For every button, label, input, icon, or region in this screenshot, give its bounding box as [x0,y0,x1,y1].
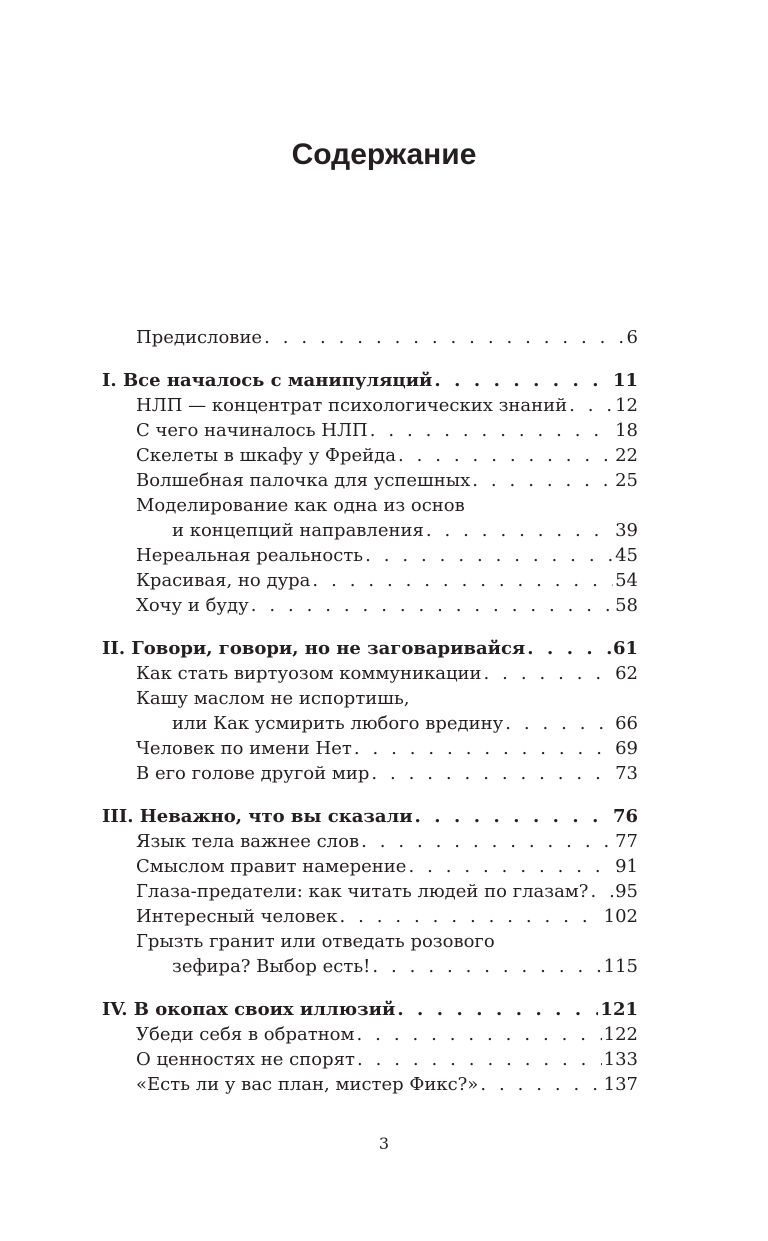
toc-entry [102,1022,638,1047]
entry-page-number: 76 [612,806,638,827]
toc-entry [102,761,638,786]
entry-page-number: 69 [615,738,638,759]
dot-leader [480,1072,601,1097]
toc-section [102,368,638,618]
entry-title: С чего начиналось НЛП [136,420,368,441]
entry-title: IV. В окопах своих иллюзий [102,999,396,1020]
entry-title: НЛП — концентрат психологических знаний [136,395,568,416]
entry-page-number: 22 [615,445,638,466]
toc-entry [102,829,638,854]
toc-entry [102,929,638,954]
entry-page-number: 121 [600,999,638,1020]
entry-title: Предисловие [136,327,263,348]
entry-title: II. Говори, говори, но не заговаривайся [102,638,526,659]
toc-section [102,325,638,350]
toc-entry [102,1072,638,1097]
entry-title: зефира? Выбор есть! [172,956,371,977]
toc-entry [102,661,638,686]
table-of-contents [102,325,638,1115]
entry-page-number: 58 [615,595,638,616]
dot-leader [312,568,613,593]
entry-title: Кашу маслом не испортишь, [136,688,410,709]
dot-leader [397,997,598,1022]
toc-entry [102,443,638,468]
entry-title: Интересный человек [136,906,338,927]
entry-title: Нереальная реальность [136,545,364,566]
entry-title: Хочу и буду [136,595,249,616]
dot-leader [371,761,613,786]
dot-leader [527,636,611,661]
entry-page-number: 6 [626,327,638,348]
entry-page-number: 115 [603,956,638,977]
entry-title: или Как усмирить любого вредину [172,713,504,734]
toc-chapter-entry [102,368,638,393]
toc-entry [102,593,638,618]
toc-entry [102,418,638,443]
entry-title: Как стать виртуозом коммуникации [136,663,482,684]
entry-title: Красивая, но дура [136,570,311,591]
entry-title: Грызть гранит или отведать розового [136,931,495,952]
entry-page-number: 18 [615,420,638,441]
dot-leader [590,879,613,904]
toc-section [102,997,638,1097]
toc-entry [102,879,638,904]
toc-entry [102,518,638,543]
dot-leader [361,829,613,854]
toc-chapter-entry [102,636,638,661]
page-number: 3 [378,1134,390,1153]
dot-leader [569,393,613,418]
entry-page-number: 77 [615,831,638,852]
entry-page-number: 54 [615,570,638,591]
toc-entry [102,393,638,418]
entry-title: III. Неважно, что вы сказали [102,806,413,827]
entry-page-number: 61 [612,638,638,659]
toc-section [102,636,638,786]
entry-page-number: 11 [612,370,638,391]
toc-entry [102,468,638,493]
entry-page-number: 62 [615,663,638,684]
entry-page-number: 66 [615,713,638,734]
entry-page-number: 39 [615,520,638,541]
entry-title: Язык тела важнее слов [136,831,360,852]
entry-page-number: 95 [615,881,638,902]
entry-page-number: 137 [603,1074,638,1095]
dot-leader [357,1022,602,1047]
dot-leader [370,418,613,443]
dot-leader [426,518,613,543]
toc-entry [102,686,638,711]
toc-entry [102,711,638,736]
dot-leader [365,543,613,568]
entry-title: Смыслом правит намерение [136,856,407,877]
toc-entry [102,325,638,350]
entry-page-number: 73 [615,763,638,784]
entry-page-number: 122 [603,1024,638,1045]
toc-entry [102,493,638,518]
entry-page-number: 25 [615,470,638,491]
toc-chapter-entry [102,997,638,1022]
toc-entry [102,904,638,929]
entry-page-number: 102 [603,906,638,927]
toc-entry [102,568,638,593]
dot-leader [484,661,614,686]
dot-leader [398,443,613,468]
dot-leader [251,593,613,618]
dot-leader [354,736,613,761]
dot-leader [264,325,624,350]
entry-title: В его голове другой мир [136,763,370,784]
dot-leader [505,711,613,736]
toc-section [102,804,638,979]
toc-entry [102,736,638,761]
page-title: Содержание [291,138,477,171]
entry-page-number: 45 [615,545,638,566]
entry-title: I. Все началось с манипуляций [102,370,433,391]
dot-leader [415,804,611,829]
toc-entry [102,954,638,979]
entry-title: Глаза-предатели: как читать людей по глазам? [136,881,589,902]
toc-entry [102,854,638,879]
dot-leader [434,368,611,393]
entry-title: О ценностях не спорят [136,1049,355,1070]
toc-entry [102,543,638,568]
entry-title: Скелеты в шкафу у Фрейда [136,445,396,466]
entry-page-number: 133 [603,1049,638,1070]
entry-title: Убеди себя в обратном [136,1024,355,1045]
dot-leader [472,468,613,493]
dot-leader [357,1047,602,1072]
toc-chapter-entry [102,804,638,829]
entry-page-number: 91 [615,856,638,877]
entry-title: Моделирование как одна из основ [136,495,465,516]
dot-leader [408,854,613,879]
dot-leader [339,904,601,929]
dot-leader [372,954,601,979]
entry-title: «Есть ли у вас план, мистер Фикс?» [136,1074,479,1095]
entry-title: и концепций направления [172,520,424,541]
entry-title: Человек по имени Нет [136,738,352,759]
entry-title: Волшебная палочка для успешных [136,470,471,491]
toc-entry [102,1047,638,1072]
entry-page-number: 12 [615,395,638,416]
